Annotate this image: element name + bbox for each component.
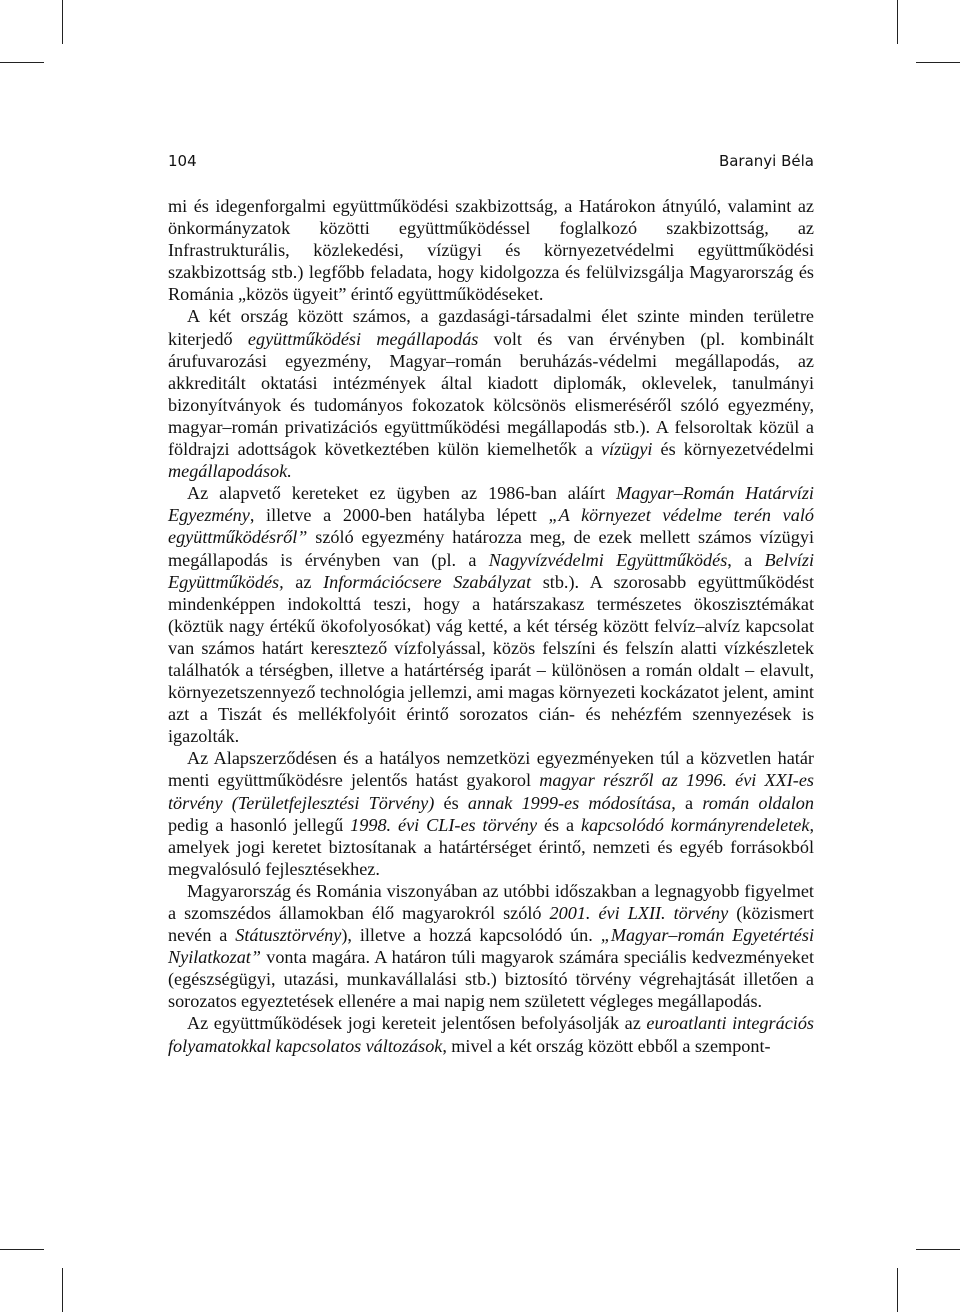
text-run: szóló egyezmény határozza meg, de ezek mellett számos vízügyi megállapodás is érvényben van (pl. a — [168, 527, 814, 570]
italic-text-run: „Magyar–román Egyetértési Nyilatkozat” — [168, 925, 814, 968]
crop-mark-bottom-right-h — [916, 1249, 960, 1250]
text-run: , a — [671, 792, 703, 813]
text-run: volt és van érvényben (pl. kombinált árufuvarozási egyezmény, Magyar–román beruházás-védelmi megállapodás, az akkreditált oktatási intézmények által kiadott diplomák, oklevelek, tanulmányi bizonyítványok és tudományos fokozatok kölcsönös elismeréséről szóló egyezmény, magyar–román privatizációs együttműködési megállapodás stb.). A felsoroltak közül a földrajzi adottságok következtében külön kiemelhetők a — [168, 328, 814, 460]
italic-text-run: „A környezet védelme terén való együttműködésről” — [168, 505, 814, 548]
italic-text-run: vízügyi — [600, 439, 653, 460]
page-number: 104 — [168, 152, 197, 170]
running-header-author: Baranyi Béla — [718, 152, 814, 170]
crop-mark-top-left-h — [0, 62, 44, 63]
italic-text-run: Magyar–Román Határvízi Egyezmény — [168, 483, 814, 526]
text-run: és környezetvédelmi — [652, 439, 814, 460]
italic-text-run: Státusztörvény — [235, 925, 342, 946]
text-run: az — [283, 571, 324, 592]
text-run: A két ország között számos, a gazdasági-társadalmi élet szinte minden területre kiterjedő — [168, 306, 814, 349]
italic-text-run: román oldalon — [702, 792, 814, 813]
text-run: Az alapvető kereteket ez ügyben az 1986-ban aláírt — [187, 483, 617, 504]
text-run: stb.). A szorosabb együttműködést mindenképpen indokolttá teszi, hogy a határszakasz természetes ökoszisztémákat (köztük nagy értékű ökofolyosókat) vág ketté, a két térség között felvíz–alvíz kapcsolat van számos határt keresztező vízfolyással, közös felszíni és felszín alatti vízkészletek találhatók a térségben, illetve a határtérség iparát – különösen a román oldalt – elavult, környezetszennyező technológia jellemzi, ami magas környezeti kockázatot jelent, amint azt a Tiszát és mellékfolyóit érintő sorozatos cián- és nehézfém szennyezések is igazolták. — [168, 571, 815, 747]
crop-mark-top-right — [897, 0, 898, 44]
paragraph — [168, 305, 814, 482]
running-header — [168, 152, 814, 176]
paragraph — [168, 482, 814, 747]
italic-text-run: megállapodások. — [168, 461, 292, 482]
italic-text-run: Információcsere Szabályzat — [323, 571, 532, 592]
text-run: Az Alapszerződésen és a hatályos nemzetközi egyezményeken túl a közvetlen határ menti együttműködésre jelentős hatást gyakorol — [168, 748, 814, 791]
crop-mark-top-left — [62, 0, 63, 44]
paragraph — [168, 880, 814, 1013]
paragraph — [168, 1012, 814, 1056]
text-run: ), illetve a hozzá kapcsolódó ún. — [341, 925, 601, 946]
text-run: pedig a hasonló jellegű — [168, 814, 351, 835]
text-run: mi és idegenforgalmi együttműködési szakbizottság, a Határokon átnyúló, valamint az önkormányzatok közötti együttműködéssel foglalkozó szakbizottság, az Infrastrukturális, közlekedési, vízügyi és környezetvédelmi együttműködési szakbizottság stb.) legfőbb feladata, hogy kidolgozza és felülvizsgálja Magyarország és Románia „közös ügyeit” érintő együttműködéseket. — [168, 196, 814, 305]
paragraph — [168, 195, 814, 305]
crop-mark-top-right-h — [916, 62, 960, 63]
text-run: , mivel a két ország között ebből a szempont- — [442, 1035, 771, 1056]
text-run: (közismert nevén a — [168, 903, 814, 946]
text-run: , amelyek jogi keretet biztosítanak a határtérséget érintő, nemzeti és egyéb forrásokból megvalósuló fejlesztésekhez. — [168, 814, 815, 879]
text-run: és a — [537, 814, 582, 835]
paragraph — [168, 747, 814, 880]
text-run: és — [434, 792, 468, 813]
crop-mark-bottom-right — [897, 1268, 898, 1312]
italic-text-run: Nagyvízvédelmi Együttműködés — [488, 549, 728, 570]
text-run: , a — [727, 549, 765, 570]
italic-text-run: Belvízi Együttműködés, — [168, 549, 814, 592]
text-run: , illetve a 2000-ben hatályba lépett — [249, 505, 549, 526]
italic-text-run: euroatlanti integrációs folyamatokkal kapcsolatos változások — [168, 1013, 814, 1056]
crop-mark-bottom-left-h — [0, 1249, 44, 1250]
text-run: Magyarország és Románia viszonyában az utóbbi időszakban a legnagyobb figyelmet a szomszédos államokban élő magyarokról szóló — [168, 880, 814, 923]
italic-text-run: 1998. évi CLI-es törvény — [350, 814, 538, 835]
text-run: Az együttműködések jogi kereteit jelentősen befolyásolják az — [187, 1013, 647, 1034]
text-run: vonta magára. A határon túli magyarok számára speciális kedvezményeket (egészségügyi, utazási, munkavállalási stb.) biztosító törvény végrehajtását illetően a sorozatos egyeztetések ellenére a mai napig nem született végleges megállapodás. — [168, 947, 814, 1012]
italic-text-run: együttműködési megállapodás — [247, 328, 479, 349]
italic-text-run: kapcsolódó kormányrendeletek — [581, 814, 810, 835]
italic-text-run: annak 1999-es módosítása — [467, 792, 672, 813]
crop-mark-bottom-left — [62, 1268, 63, 1312]
italic-text-run: 2001. évi LXII. törvény — [549, 903, 729, 923]
body-text — [168, 195, 814, 1057]
italic-text-run: magyar részről az 1996. évi XXI-es törvény (Területfejlesztési Törvény) — [168, 770, 815, 813]
